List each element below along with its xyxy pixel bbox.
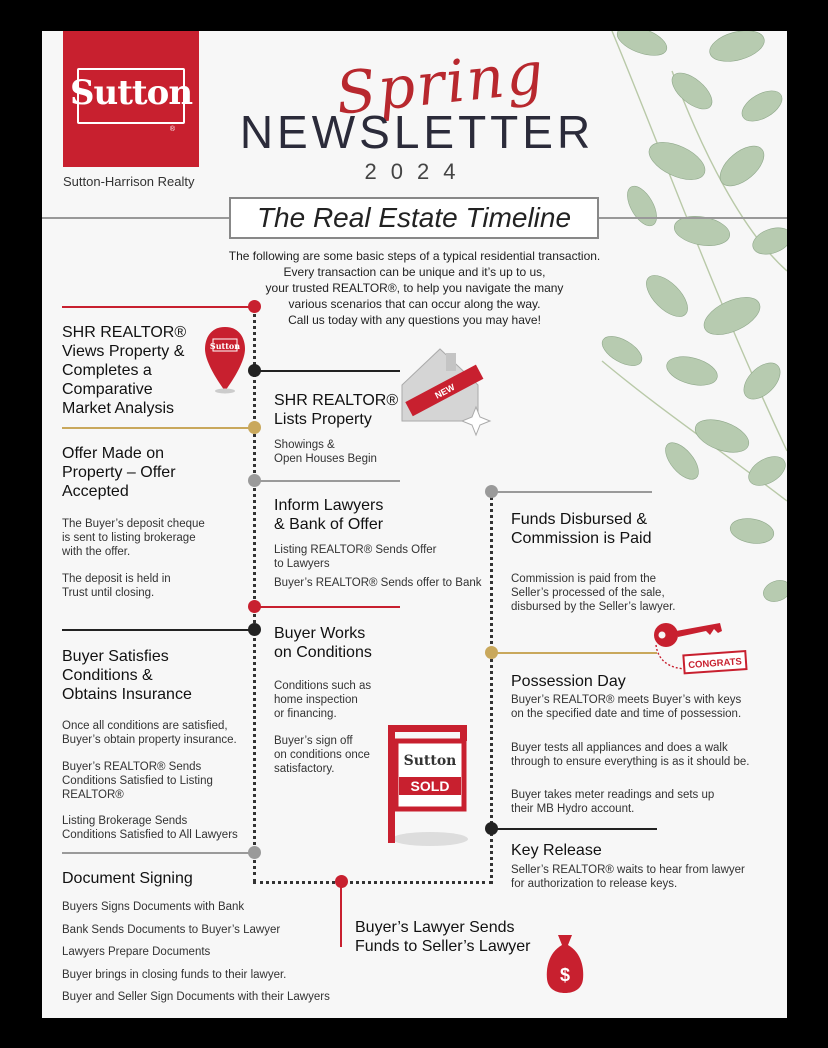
step-buyer-works-heading: Buyer Works on Conditions: [274, 625, 372, 661]
step-inform-lawyers-heading: Inform Lawyers & Bank of Offer: [274, 497, 384, 533]
timeline-dot: [485, 646, 498, 659]
spring-title: Spring: [332, 38, 549, 128]
title-rule-left: [42, 217, 229, 219]
step-possession-day-body-2: Buyer tests all appliances and does a walk through to ensure everything is as it should be.: [511, 742, 750, 768]
intro-text: The following are some basic steps of a typical residential transaction. Every transaction can be unique and it’s up to us, your trusted REALTOR®, to help you navigate the many various scenarios that can occur along the way. Call us today with any questions you may have!: [228, 249, 601, 327]
step-offer-made-heading: Offer Made on Property – Offer Accepted: [62, 445, 176, 500]
company-name: Sutton-Harrison Realty: [63, 174, 195, 189]
pin-logo-text: Sutton: [209, 341, 241, 351]
step-views-property-heading: SHR REALTOR® Views Property & Completes a Comparative Market Analysis: [62, 324, 187, 417]
timeline-dot: [248, 846, 261, 859]
logo-text: Sutton: [69, 73, 193, 113]
connector-line: [255, 606, 400, 608]
step-buyer-satisfies-body-1: Once all conditions are satisfied, Buyer’s obtain property insurance.: [62, 720, 237, 746]
connector-line: [62, 629, 254, 631]
step-lists-property-body: Showings & Open Houses Begin: [274, 439, 377, 465]
step-buyer-works-body-2: Buyer’s sign off on conditions once satisfactory.: [274, 735, 370, 775]
step-lists-property-heading: SHR REALTOR® Lists Property: [274, 392, 399, 428]
congrats-text: CONGRATS: [687, 656, 743, 672]
sold-text: SOLD: [410, 778, 450, 794]
timeline-dot: [485, 485, 498, 498]
timeline-spine-bottom: [253, 881, 492, 884]
step-key-release-body: Seller’s REALTOR® waits to hear from lawyer for authorization to release keys.: [511, 864, 745, 890]
step-inform-lawyers-body-1: Listing REALTOR® Sends Offer to Lawyers: [274, 544, 437, 570]
newsletter-year: 2024: [364, 159, 470, 184]
timeline-dot: [248, 600, 261, 613]
timeline-title: The Real Estate Timeline: [229, 197, 599, 239]
step-offer-made-body-1: The Buyer’s deposit cheque is sent to listing brokerage with the offer.: [62, 518, 205, 558]
map-pin-icon: [202, 325, 248, 395]
newsletter-title: NEWSLETTER: [239, 106, 595, 158]
connector-line: [492, 491, 652, 493]
timeline-dot: [248, 421, 261, 434]
step-possession-day-body-1: Buyer’s REALTOR® meets Buyer’s with keys on the specified date and time of possession.: [511, 694, 742, 720]
title-rule-right: [599, 217, 787, 219]
new-badge-text: NEW: [433, 381, 457, 401]
step-offer-made-body-2: The deposit is held in Trust until closing.: [62, 573, 171, 599]
connector-line: [492, 652, 657, 654]
step-funds-disbursed-heading: Funds Disbursed & Commission is Paid: [511, 511, 652, 547]
connector-line: [255, 480, 400, 482]
step-document-signing-heading: Document Signing: [62, 870, 193, 887]
step-key-release-heading: Key Release: [511, 842, 602, 859]
sold-sign-icon: [382, 721, 472, 851]
step-lawyer-funds-heading: Buyer’s Lawyer Sends Funds to Seller’s Lawyer: [355, 919, 531, 955]
timeline-dot: [485, 822, 498, 835]
step-possession-day-body-3: Buyer takes meter readings and sets up their MB Hydro account.: [511, 789, 715, 815]
connector-line: [255, 370, 400, 372]
sutton-logo: [63, 31, 199, 167]
step-funds-disbursed-body: Commission is paid from the Seller’s processed of the sale, disbursed by the Seller’s lawyer.: [511, 573, 676, 613]
timeline-dot: [248, 623, 261, 636]
logo-registered-mark: ®: [169, 126, 175, 133]
sign-logo-text: Sutton: [403, 753, 457, 769]
connector-line: [492, 828, 657, 830]
step-buyer-satisfies-heading: Buyer Satisfies Conditions & Obtains Insurance: [62, 648, 192, 703]
timeline-dot: [248, 364, 261, 377]
step-buyer-satisfies-body-2: Buyer’s REALTOR® Sends Conditions Satisfied to Listing REALTOR®: [62, 761, 213, 801]
connector-line: [62, 427, 254, 429]
money-bag-icon: [544, 931, 586, 997]
step-buyer-works-body-1: Conditions such as home inspection or financing.: [274, 680, 372, 720]
timeline-dot: [248, 474, 261, 487]
timeline-dot: [248, 300, 261, 313]
step-document-signing-body: Buyers Signs Documents with Bank Bank Sends Documents to Buyer’s Lawyer Lawyers Prepare Documents Buyer brings in closing funds to their lawyer. Buyer and Seller Sign Documents with their Lawyers: [62, 901, 330, 1004]
step-inform-lawyers-body-2: Buyer’s REALTOR® Sends offer to Bank: [274, 577, 482, 589]
step-buyer-satisfies-body-3: Listing Brokerage Sends Conditions Satisfied to All Lawyers: [62, 815, 238, 841]
connector-line: [62, 306, 254, 308]
connector-line: [62, 852, 254, 854]
newsletter-page: [42, 31, 787, 1018]
dollar-sign: $: [559, 965, 571, 985]
house-new-icon: [398, 345, 498, 437]
step-possession-day-heading: Possession Day: [511, 673, 626, 690]
